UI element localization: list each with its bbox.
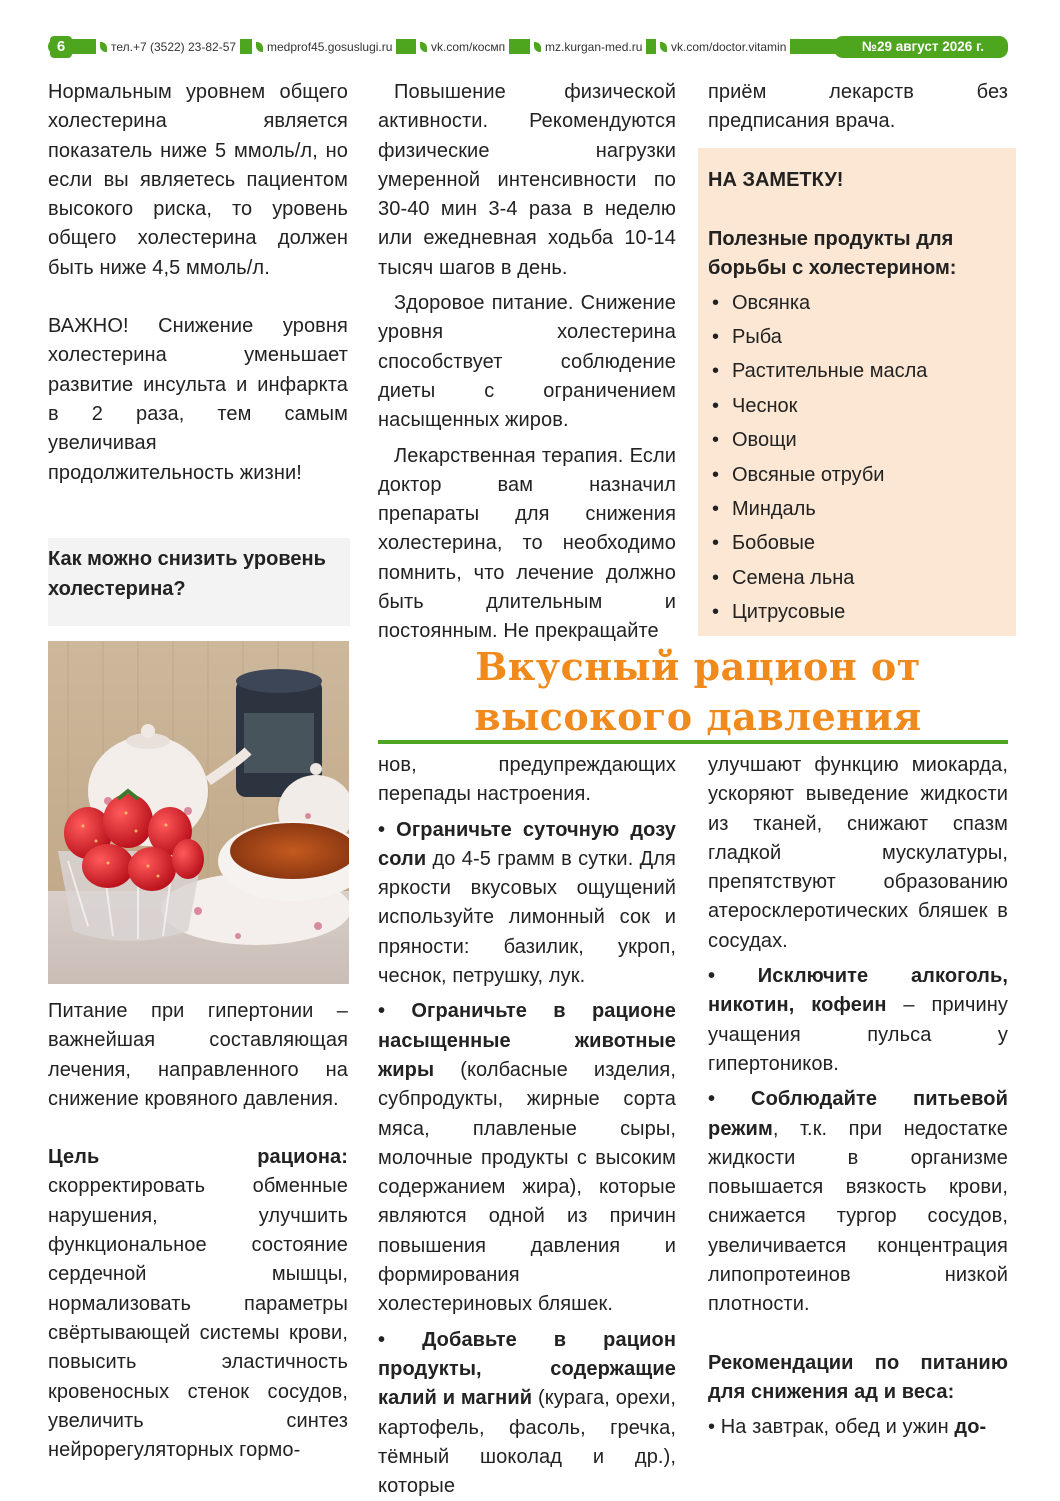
headline-line-2: высокого давления [474,694,922,739]
tip-drinking [708,1085,1008,1319]
paragraph-hypertension-diet: Питание при гипертонии – важнейшая составляющая лечения, направленного на снижение кровяного давления. [48,1000,348,1110]
list-item: • Растительные масла [712,360,928,383]
list-item: • Семена льна [712,566,855,589]
leaf-icon [660,42,667,52]
contact-mz-site-text: mz.kurgan-med.ru [545,40,643,54]
article2-column-1 [48,997,348,1465]
photo-illustration [48,641,349,984]
tip-fats [378,997,676,1319]
list-item: • Бобовые [712,532,815,555]
leaf-icon [100,42,107,52]
list-item: • Овсяные отруби [712,463,885,486]
contact-vk-kosmp-text: vk.com/космп [431,40,506,54]
contact-vk-vitamin-text: vk.com/doctor.vitamin [671,40,787,54]
tip-salt-text: до 4-5 грамм в сутки. Для яркости вкусовых ощущений используйте лимонный сок и пряности: базилик, укроп, чеснок, петрушку, лук. [378,847,676,988]
column-3-top [708,78,1008,137]
header-bar [48,36,1008,58]
note-box-title: НА ЗАМЕТКУ! [708,169,844,191]
paragraph-drug-therapy: Лекарственная терапия. Если доктор вам назначил препараты для снижения холестерина, то необходимо помнить, что лечение должно быть длительным и постоянным. Не прекращайте [378,444,676,643]
subheading-how-to-lower: Как можно снизить уровень холестерина? [48,548,326,600]
list-item: • Рыба [712,325,782,348]
paragraph-important: ВАЖНО! Снижение уровня холестерина уменьшает развитие инсульта и инфаркта в 2 раза, тем самым увеличивая продолжительность жизни! [48,315,348,484]
contact-phone [96,36,240,58]
tip-meals-text: • На завтрак, обед и ужин [708,1416,955,1439]
article2-column-3 [708,751,1008,1443]
tip-alcohol-bold: • Исключите алкоголь, никотин, кофеин [708,965,1008,1017]
tip-salt [378,816,676,992]
tip-potassium-bold: • Добавьте в рацион продукты, содержащие калий и магний [378,1328,676,1410]
contact-vk-vitamin[interactable] [656,36,790,58]
list-item: • Овощи [712,429,797,452]
paragraph-healthy-food: Здоровое питание. Снижение уровня холестерина способствует соблюдение диеты с ограничением насыщенных жиров. [378,292,676,432]
paragraph-mood: нов, предупреждающих перепады настроения. [378,754,676,806]
tip-drinking-bold: • Соблюдайте питьевой режим [708,1088,1008,1140]
contact-site[interactable] [252,36,396,58]
issue-badge: №29 август 2026 г. [834,36,1008,58]
headline-line-1: Вкусный рацион от [475,644,921,689]
column-2-top [378,78,676,647]
paragraph-no-self-medication: приём лекарств без предписания врача. [708,81,1008,133]
note-box-content [708,166,1008,630]
contact-vk-kosmp[interactable] [416,36,509,58]
tip-salt-bold: • Ограничьте суточную дозу соли [378,818,676,870]
tip-meals [708,1413,1008,1442]
page-number: 6 [50,36,72,58]
paragraph-activity: Повышение физической активности. Рекомендуются физические нагрузки умеренной интенсивности по 30-40 мин 3-4 раза в неделю или ежедневная ходьба 10-14 тысяч шагов в день. [378,81,676,279]
contact-phone-text: тел.+7 (3522) 23-82-57 [111,40,237,54]
contact-mz-site[interactable] [530,36,646,58]
list-item: • Овсянка [712,291,811,314]
tip-fats-text: (колбасные изделия, субпродукты, жирные сорта мяса, плавленые сыры, молочные продукты с высоким содержанием жира), которые являются одной из причин повышения давления и формирования холестериновых бляшек. [378,1058,676,1316]
tip-potassium-text: (курага, орехи, картофель, фасоль, гречка, тёмный шоколад и др.), которые [378,1387,676,1498]
tip-meals-bold: до- [954,1416,987,1439]
tip-alcohol-text: – причину учащения пульса у гипертоников. [708,994,1008,1075]
tip-potassium [378,1326,676,1501]
tip-drinking-text: , т.к. при недостатке жидкости в организме повышается вязкость крови, снижается тургор сосудов, увеличивается концентрация липопротеинов низкой плотности. [708,1117,1008,1316]
article2-column-2 [378,751,676,1501]
diet-goal-text: скорректировать обменные нарушения, улучшить функциональное состояние сердечной мышцы, нормализовать параметры свёртывающей системы крови, повысить эластичность кровеносных стенок сосудов, увеличить синтез нейрорегуляторных гормо- [48,1175,348,1462]
leaf-icon [256,42,263,52]
headline-rule [378,740,1008,744]
paragraph-myocardium: улучшают функцию миокарда, ускоряют выведение жидкости из тканей, снижают спазм гладкой мускулатуры, препятствуют образованию атеросклеротических бляшек в сосудах. [708,754,1008,952]
paragraph-cholesterol-norm: Нормальным уровнем общего холестерина является показатель ниже 5 ммоль/л, но если вы являетесь пациентом высокого риска, то уровень общего холестерина должен быть ниже 4,5 ммоль/л. [48,81,348,279]
paragraph-diet-goal [48,1143,348,1465]
leaf-icon [534,42,541,52]
tip-fats-bold: • Ограничьте в рационе насыщенные животные жиры [378,1000,676,1081]
tip-alcohol [708,962,1008,1079]
list-item: • Цитрусовые [712,601,846,624]
tea-strawberries-photo [48,641,349,984]
note-box-subtitle: Полезные продукты для борьбы с холестерином: [708,227,957,279]
list-item: • Миндаль [712,497,816,520]
diet-goal-label: Цель рациона: [48,1146,348,1169]
leaf-icon [420,42,427,52]
column-1-top [48,78,348,488]
list-item: • Чеснок [712,394,798,417]
contact-site-text: medprof45.gosuslugi.ru [267,40,393,54]
useful-products-list [708,286,1008,630]
article-headline [378,642,1018,742]
recommendations-heading: Рекомендации по питанию для снижения ад и веса: [708,1351,1008,1403]
